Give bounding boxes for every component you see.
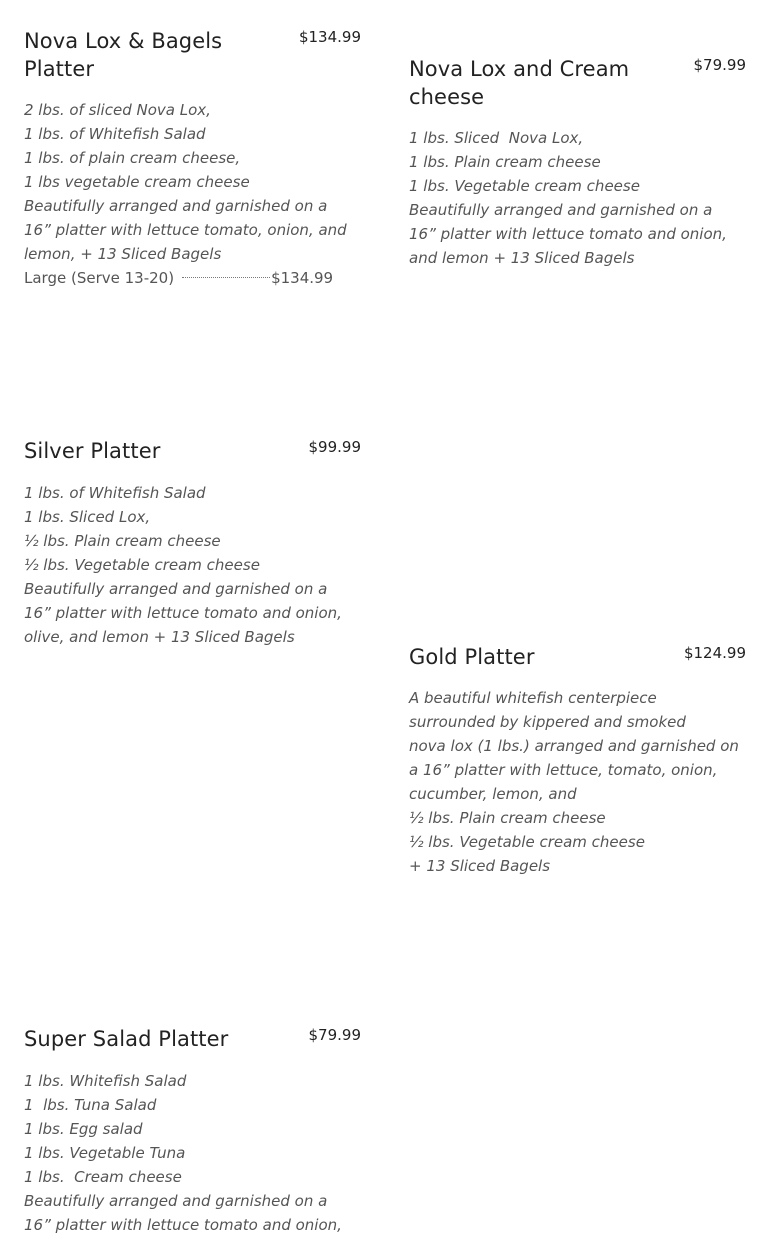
menu-item-title-line: cheese	[409, 85, 485, 109]
description-line: 1 lbs vegetable cream cheese	[24, 173, 250, 191]
size-option-price: $134.99	[271, 269, 334, 287]
menu-item-silver-platter	[24, 437, 361, 649]
menu-item-title-line: Silver Platter	[24, 439, 161, 463]
menu-item-price: $134.99	[298, 28, 361, 46]
description-line: Beautifully arranged and garnished on a	[409, 201, 713, 219]
description-line: 16” platter with lettuce tomato and onion,	[409, 225, 727, 243]
description-line: 16” platter with lettuce tomato and onion,	[24, 604, 342, 622]
description-line: ½ lbs. Plain cream cheese	[409, 809, 606, 827]
description-line: 1 lbs. Egg salad	[24, 1120, 143, 1138]
menu-item-header	[409, 55, 746, 111]
menu-item-price: $99.99	[308, 438, 361, 456]
description-line: Beautifully arranged and garnished on a	[24, 580, 328, 598]
description-line: Beautifully arranged and garnished on a	[24, 1192, 328, 1210]
description-line: lemon, + 13 Sliced Bagels	[24, 245, 222, 263]
dot-leader	[182, 277, 270, 278]
description-line: surrounded by kippered and smoked	[409, 713, 686, 731]
menu-item-title-line: Nova Lox and Cream	[409, 57, 630, 81]
description-line: 1 lbs. of plain cream cheese,	[24, 149, 241, 167]
menu-item-description	[409, 686, 746, 878]
description-line: 1 lbs. Whitefish Salad	[24, 1072, 187, 1090]
menu-item-description	[24, 1069, 361, 1237]
description-line: a 16” platter with lettuce, tomato, onion,	[409, 761, 718, 779]
menu-item-gold-platter	[409, 643, 746, 878]
description-line: 16” platter with lettuce tomato and onion,	[24, 1216, 342, 1234]
description-line: ½ lbs. Vegetable cream cheese	[24, 556, 260, 574]
description-line: 1 lbs. Tuna Salad	[24, 1096, 157, 1114]
menu-item-title-line: Super Salad Platter	[24, 1027, 229, 1051]
description-line: cucumber, lemon, and	[409, 785, 577, 803]
description-line: Beautifully arranged and garnished on a	[24, 197, 328, 215]
menu-item-title-line: Platter	[24, 57, 95, 81]
menu-item-super-salad-platter	[24, 1025, 361, 1237]
menu-item-price: $79.99	[693, 56, 746, 74]
size-option	[24, 266, 361, 290]
menu-item-header	[24, 1025, 361, 1053]
menu-item-price: $79.99	[308, 1026, 361, 1044]
menu-item-header	[24, 437, 361, 465]
description-line: 1 lbs. Plain cream cheese	[409, 153, 601, 171]
menu-item-title-line: Nova Lox & Bagels	[24, 29, 223, 53]
description-line: 1 lbs. Sliced Nova Lox,	[409, 129, 584, 147]
description-line: + 13 Sliced Bagels	[409, 857, 551, 875]
menu-item-description	[24, 98, 361, 290]
menu-item-header	[24, 27, 361, 83]
description-line: 1 lbs. Vegetable Tuna	[24, 1144, 186, 1162]
menu-item-header	[409, 643, 746, 671]
description-line: and lemon + 13 Sliced Bagels	[409, 249, 635, 267]
menu-item-nova-lox-bagels-platter	[24, 27, 361, 290]
menu-item-title-line: Gold Platter	[409, 645, 535, 669]
description-line: 1 lbs. of Whitefish Salad	[24, 125, 206, 143]
size-option-label: Large (Serve 13-20)	[24, 269, 175, 287]
menu-item-description	[409, 126, 746, 270]
description-line: ½ lbs. Vegetable cream cheese	[409, 833, 645, 851]
description-line: olive, and lemon + 13 Sliced Bagels	[24, 628, 295, 646]
description-line: 1 lbs. Sliced Lox,	[24, 508, 151, 526]
description-line: nova lox (1 lbs.) arranged and garnished on	[409, 737, 739, 755]
menu-item-price: $124.99	[683, 644, 746, 662]
description-line: 2 lbs. of sliced Nova Lox,	[24, 101, 211, 119]
description-line: 1 lbs. of Whitefish Salad	[24, 484, 206, 502]
description-line: 16” platter with lettuce tomato, onion, and	[24, 221, 347, 239]
menu-item-description	[24, 481, 361, 649]
description-line: A beautiful whitefish centerpiece	[409, 689, 657, 707]
menu-item-nova-lox-cream-cheese	[409, 55, 746, 270]
description-line: 1 lbs. Vegetable cream cheese	[409, 177, 640, 195]
description-line: 1 lbs. Cream cheese	[24, 1168, 182, 1186]
description-line: ½ lbs. Plain cream cheese	[24, 532, 221, 550]
